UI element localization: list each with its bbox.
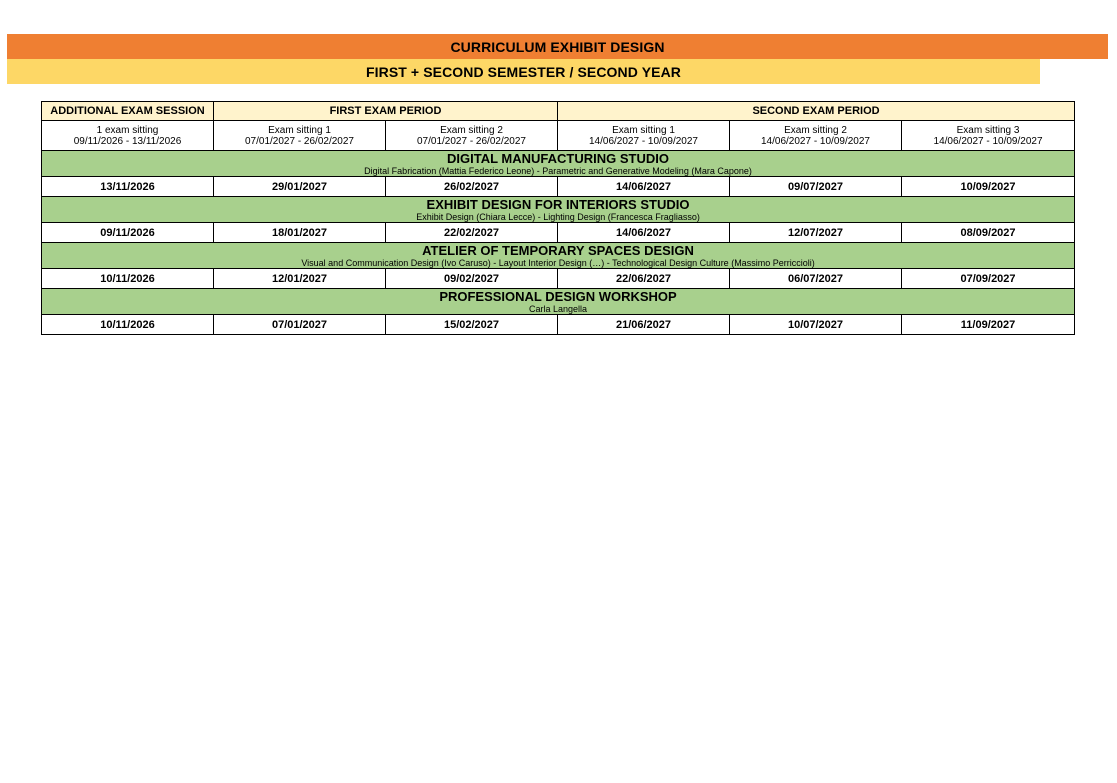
course-name: ATELIER OF TEMPORARY SPACES DESIGN <box>422 242 694 258</box>
course-row <box>42 289 1075 315</box>
course-header <box>42 243 1075 269</box>
sitting-cell: Exam sitting 2 14/06/2027 - 10/09/2027 <box>730 121 902 151</box>
period-second: SECOND EXAM PERIOD <box>558 102 1075 121</box>
course-header <box>42 151 1075 177</box>
course-name: DIGITAL MANUFACTURING STUDIO <box>447 150 669 166</box>
exam-date: 21/06/2027 <box>558 315 730 335</box>
course-teachers: Carla Langella <box>528 303 588 314</box>
document-title: CURRICULUM EXHIBIT DESIGN <box>7 34 1108 59</box>
exam-date: 26/02/2027 <box>386 177 558 197</box>
exam-date: 14/06/2027 <box>558 177 730 197</box>
sitting-cell: Exam sitting 1 07/01/2027 - 26/02/2027 <box>214 121 386 151</box>
sitting-cell: Exam sitting 2 07/01/2027 - 26/02/2027 <box>386 121 558 151</box>
course-name: PROFESSIONAL DESIGN WORKSHOP <box>439 288 677 304</box>
course-row <box>42 243 1075 269</box>
period-first: FIRST EXAM PERIOD <box>214 102 558 121</box>
course-row <box>42 151 1075 177</box>
course-teachers: Visual and Communication Design (Ivo Caruso) - Layout Interior Design (…) - Technological Design Culture (Massimo Perriccioli) <box>301 257 815 268</box>
exam-date: 29/01/2027 <box>214 177 386 197</box>
exam-date: 09/02/2027 <box>386 269 558 289</box>
dates-row <box>42 223 1075 243</box>
exam-date: 10/07/2027 <box>730 315 902 335</box>
exam-schedule-table <box>41 101 1075 335</box>
dates-row <box>42 177 1075 197</box>
exam-date: 12/07/2027 <box>730 223 902 243</box>
exam-date: 09/11/2026 <box>42 223 214 243</box>
course-header <box>42 289 1075 315</box>
exam-date: 22/06/2027 <box>558 269 730 289</box>
course-name: EXHIBIT DESIGN FOR INTERIORS STUDIO <box>426 196 690 212</box>
exam-date: 10/11/2026 <box>42 315 214 335</box>
exam-date: 15/02/2027 <box>386 315 558 335</box>
sitting-cell: 1 exam sitting 09/11/2026 - 13/11/2026 <box>42 121 214 151</box>
period-additional: ADDITIONAL EXAM SESSION <box>42 102 214 121</box>
course-teachers: Exhibit Design (Chiara Lecce) - Lighting Design (Francesca Fragliasso) <box>416 211 700 222</box>
exam-date: 06/07/2027 <box>730 269 902 289</box>
exam-date: 10/11/2026 <box>42 269 214 289</box>
exam-date: 14/06/2027 <box>558 223 730 243</box>
exam-date: 11/09/2027 <box>902 315 1075 335</box>
exam-date: 09/07/2027 <box>730 177 902 197</box>
course-teachers: Digital Fabrication (Mattia Federico Leone) - Parametric and Generative Modeling (Mara Capone) <box>364 165 752 176</box>
exam-date: 08/09/2027 <box>902 223 1075 243</box>
dates-row <box>42 269 1075 289</box>
course-header <box>42 197 1075 223</box>
sitting-header-row <box>42 121 1075 151</box>
exam-date: 22/02/2027 <box>386 223 558 243</box>
exam-date: 12/01/2027 <box>214 269 386 289</box>
document-subtitle: FIRST + SECOND SEMESTER / SECOND YEAR <box>7 59 1040 84</box>
course-row <box>42 197 1075 223</box>
exam-date: 18/01/2027 <box>214 223 386 243</box>
exam-date: 13/11/2026 <box>42 177 214 197</box>
sitting-cell: Exam sitting 1 14/06/2027 - 10/09/2027 <box>558 121 730 151</box>
exam-date: 10/09/2027 <box>902 177 1075 197</box>
sitting-cell: Exam sitting 3 14/06/2027 - 10/09/2027 <box>902 121 1075 151</box>
dates-row <box>42 315 1075 335</box>
period-header-row <box>42 102 1075 121</box>
exam-date: 07/01/2027 <box>214 315 386 335</box>
exam-date: 07/09/2027 <box>902 269 1075 289</box>
